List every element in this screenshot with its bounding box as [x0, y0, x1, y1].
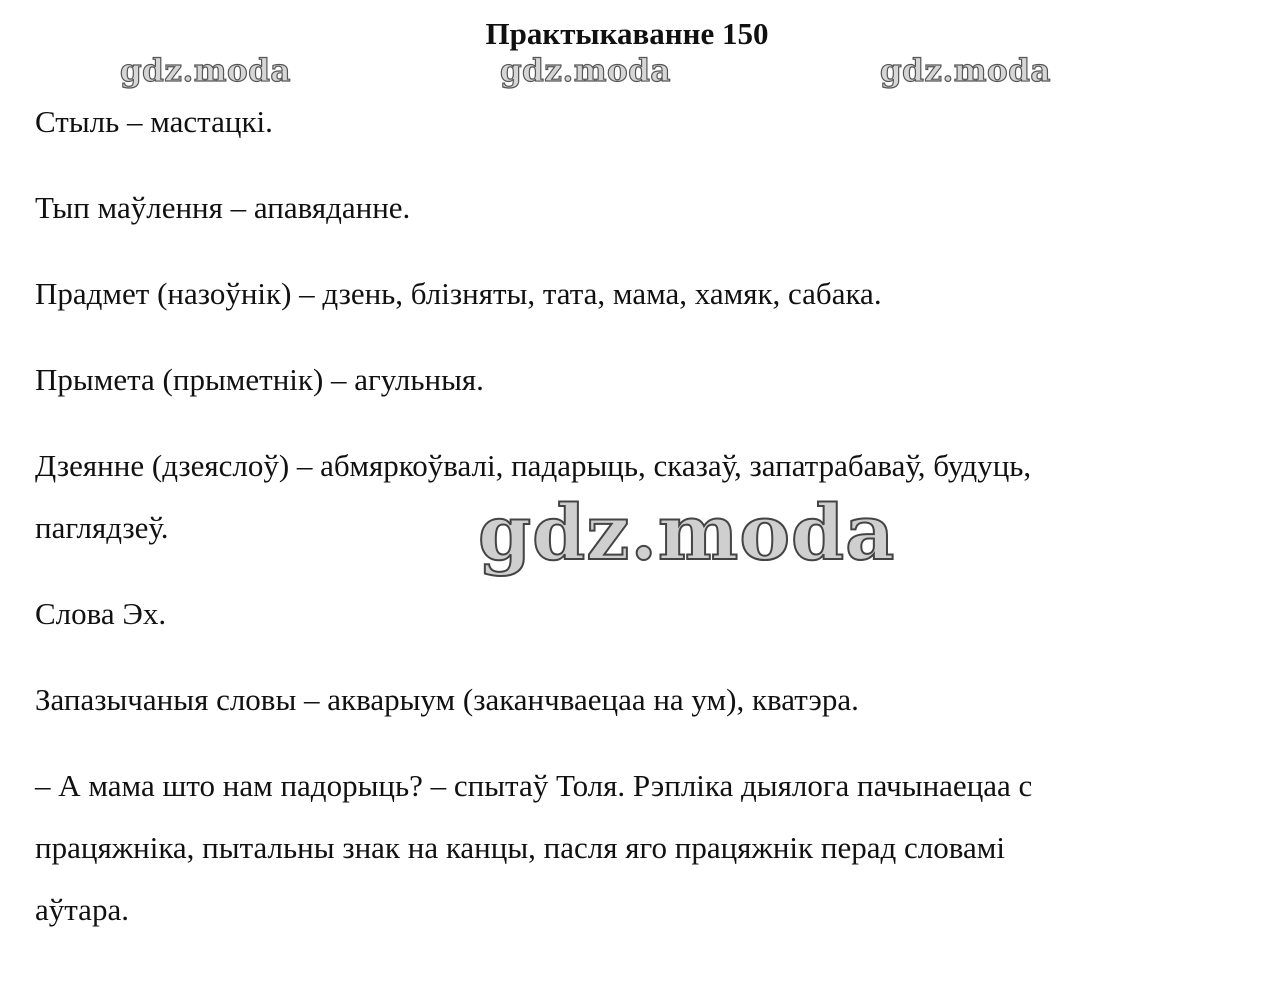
text-line: – А мама што нам падорыць? – спытаў Толя. Рэпліка дыялога пачынаецаа с	[35, 768, 1033, 803]
text-line: паглядзеў.	[35, 510, 169, 545]
text-line: аўтара.	[35, 892, 129, 927]
text-line: Прымета (прыметнік) – агульныя.	[35, 362, 484, 397]
watermark-logo-large: gdz.moda	[478, 488, 896, 577]
text-line: працяжніка, пытальны знак на канцы, пасля яго працяжнік перад словамі	[35, 830, 1005, 865]
page-title: Практыкаванне 150	[485, 16, 769, 51]
text-line: Прадмет (назоўнік) – дзень, блізняты, тата, мама, хамяк, сабака.	[35, 276, 882, 311]
watermark-logo: gdz.moda	[500, 53, 671, 89]
text-line: Дзеянне (дзеяслоў) – абмяркоўвалі, падарыць, сказаў, запатрабаваў, будуць,	[35, 448, 1032, 483]
text-line: Слова Эх.	[35, 596, 167, 631]
text-line: Стыль – мастацкі.	[35, 104, 273, 139]
watermark-logo: gdz.moda	[120, 53, 291, 89]
text-line: Тып маўлення – апавяданне.	[35, 190, 411, 225]
text-line: Запазычаныя словы – акварыум (заканчваецаа на ум), кватэра.	[35, 682, 859, 717]
watermark-logo: gdz.moda	[880, 53, 1051, 89]
